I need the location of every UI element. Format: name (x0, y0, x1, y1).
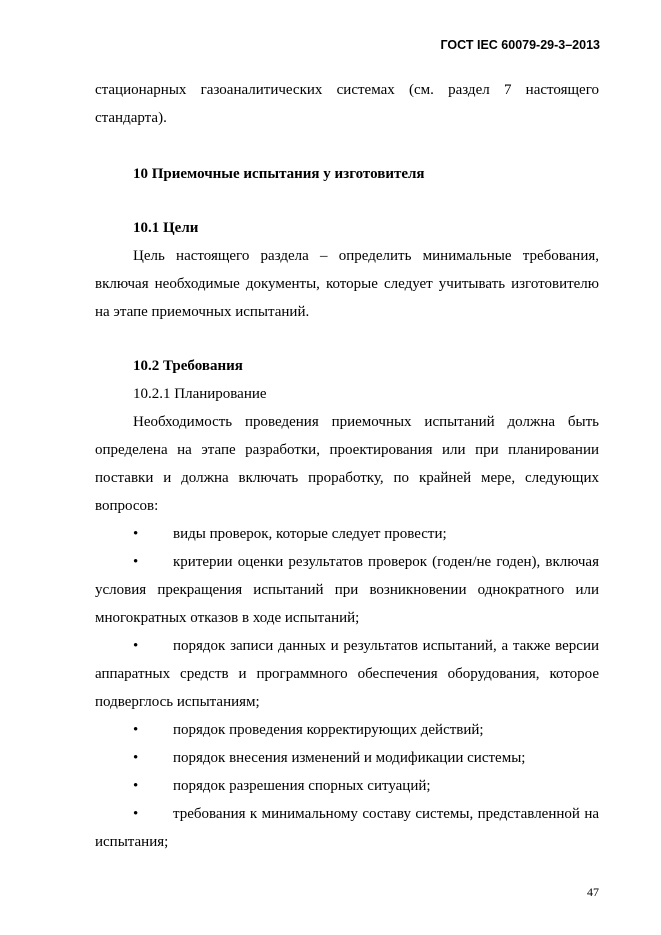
continuation-paragraph: стационарных газоаналитических системах (см. раздел 7 настоящего стандарта). (95, 82, 599, 126)
list-item-text: виды проверок, которые следует провести; (173, 526, 447, 542)
list-item (95, 716, 599, 744)
list-item-text: критерии оценки результатов проверок (годен/не годен), включая условия прекращения испытаний при возникновении однократного или многократных отказов в ходе испытаний; (95, 554, 599, 626)
section-10-1-paragraph: Цель настоящего раздела – определить минимальные требования, включая необходимые документы, которые следует учитывать изготовителю на этапе приемочных испытаний. (95, 248, 599, 320)
list-item (95, 744, 599, 772)
bullet-icon: • (133, 722, 139, 738)
section-10-heading: 10 Приемочные испытания у изготовителя (133, 166, 425, 182)
bullet-icon: • (133, 638, 139, 654)
list-item-text: порядок внесения изменений и модификации системы; (173, 750, 526, 766)
section-10-2-1-heading: 10.2.1 Планирование (133, 386, 267, 402)
bullet-icon: • (133, 750, 139, 766)
bullet-icon: • (133, 554, 139, 570)
section-10-2-1-paragraph: Необходимость проведения приемочных испытаний должна быть определена на этапе разработки, проектирования или при планировании поставки и должна включать проработку, по крайней мере, следующих вопросов: (95, 414, 599, 514)
spacer (95, 326, 599, 352)
spacer (95, 188, 599, 214)
section-10-2-heading: 10.2 Требования (133, 358, 243, 374)
list-item (95, 800, 599, 856)
page-number: 47 (587, 885, 599, 899)
list-item (95, 548, 599, 632)
bullet-icon: • (133, 806, 139, 822)
list-item-text: требования к минимальному составу системы, представленной на испытания; (95, 806, 599, 850)
list-item-text: порядок записи данных и результатов испытаний, а также версии аппаратных средств и программного обеспечения оборудования, которое подверглось испытаниям; (95, 638, 599, 710)
bullet-icon: • (133, 778, 139, 794)
document-body (95, 76, 599, 856)
list-item (95, 520, 599, 548)
list-item (95, 632, 599, 716)
document-header: ГОСТ IEC 60079-29-3–2013 (440, 38, 600, 52)
list-item-text: порядок проведения корректирующих действий; (173, 722, 484, 738)
list-item-text: порядок разрешения спорных ситуаций; (173, 778, 431, 794)
list-item (95, 772, 599, 800)
spacer (95, 132, 599, 160)
section-10-1-heading: 10.1 Цели (133, 220, 199, 236)
bullet-icon: • (133, 526, 139, 542)
